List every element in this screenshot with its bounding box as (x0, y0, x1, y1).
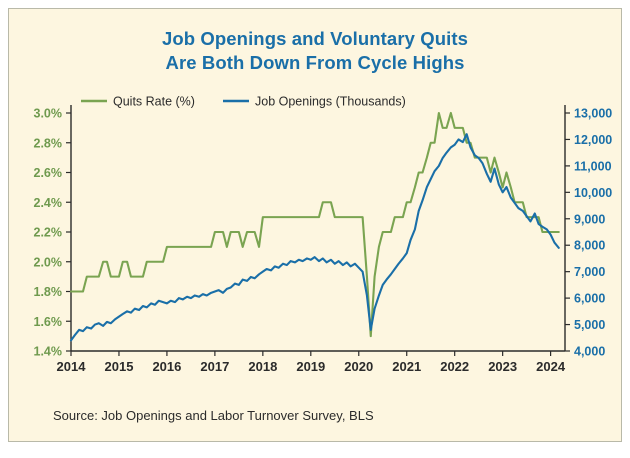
right-tick-label: 8,000 (574, 238, 606, 253)
x-tick-label: 2018 (248, 359, 278, 374)
chart-card (8, 8, 622, 442)
right-tick-label: 5,000 (574, 318, 606, 333)
right-axis-ticks (565, 107, 612, 359)
series-line-quits (71, 113, 559, 336)
x-tick-label: 2016 (152, 359, 182, 374)
left-tick-label: 2.0% (33, 255, 62, 270)
x-tick-label: 2015 (104, 359, 134, 374)
data-series (71, 113, 559, 340)
left-tick-label: 2.2% (33, 225, 62, 240)
x-tick-label: 2014 (56, 359, 86, 374)
title-line-1: Job Openings and Voluntary Quits (161, 28, 469, 49)
page-title (9, 27, 621, 75)
chart-legend (81, 95, 406, 109)
left-tick-label: 2.4% (33, 195, 62, 210)
source-note: Source: Job Openings and Labor Turnover Survey, BLS (53, 408, 374, 423)
axis-lines (71, 105, 565, 351)
right-tick-label: 9,000 (574, 212, 606, 227)
x-tick-label: 2022 (440, 359, 470, 374)
line-chart (9, 83, 623, 403)
left-tick-label: 2.6% (33, 166, 62, 180)
right-tick-label: 10,000 (574, 185, 613, 200)
x-tick-label: 2019 (296, 359, 326, 374)
series-line-openings (71, 134, 559, 340)
left-tick-label: 1.8% (33, 285, 62, 299)
right-tick-label: 12,000 (574, 132, 613, 147)
left-tick-label: 1.6% (33, 314, 62, 329)
x-tick-label: 2023 (488, 359, 518, 374)
right-tick-label: 4,000 (574, 344, 606, 359)
right-tick-label: 11,000 (574, 159, 612, 174)
x-tick-label: 2020 (344, 359, 374, 374)
chart-plot-area (9, 83, 623, 403)
right-tick-label: 6,000 (574, 291, 606, 306)
legend-label-0: Quits Rate (%) (113, 94, 195, 109)
x-axis-ticks (57, 351, 566, 374)
x-tick-label: 2017 (200, 359, 230, 374)
x-tick-label: 2021 (392, 359, 422, 374)
right-tick-label: 7,000 (574, 265, 606, 280)
left-tick-label: 3.0% (33, 106, 62, 121)
left-tick-label: 2.8% (33, 136, 62, 151)
x-tick-label: 2024 (536, 359, 566, 374)
title-line-2: Are Both Down From Cycle Highs (165, 52, 465, 73)
legend-label-1: Job Openings (Thousands) (255, 94, 406, 109)
right-tick-label: 13,000 (574, 106, 613, 121)
left-tick-label: 1.4% (33, 344, 62, 359)
left-axis-ticks (34, 107, 72, 359)
